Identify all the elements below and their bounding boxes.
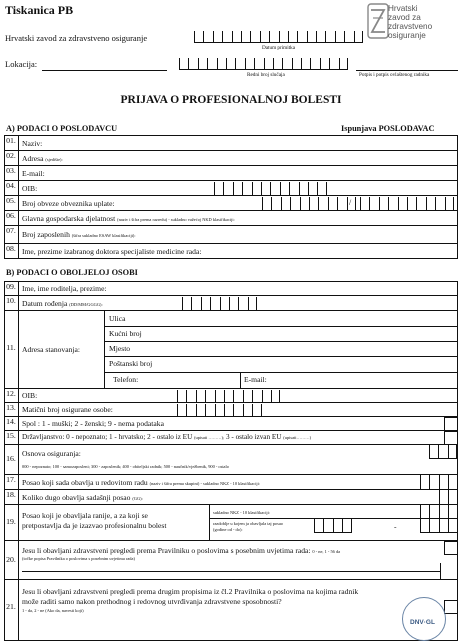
- payment-cells[interactable]: [262, 197, 356, 210]
- date-received-label: Datum primitka: [262, 45, 295, 51]
- form-code: Tiskanica PB: [5, 3, 74, 17]
- page-title: PRIJAVA O PROFESIONALNOJ BOLESTI: [120, 94, 342, 106]
- row-09[interactable]: 09. Ime, ime roditelja, prezime:: [4, 281, 458, 295]
- filled-by-label: Ispunjava POSLODAVAC: [341, 124, 435, 133]
- sex-box[interactable]: [444, 417, 458, 431]
- oib-cells-a[interactable]: [214, 182, 327, 195]
- row-20[interactable]: 20. Jesu li obavljani zdravstveni pregledi prema Pravilniku o poslovima s posebnim uvjetima rada: 0 - ne, 1 - 56 da (točke popisa Pravilnika o poslovima s posebnim uvjetima rada): [4, 540, 458, 579]
- row-02[interactable]: 02. Adresa (sjedište):: [4, 150, 458, 165]
- section-b-heading: B) PODACI O OBOLJELOJ OSOBI: [6, 268, 138, 277]
- row-12[interactable]: 12. OIB:: [4, 388, 458, 402]
- row-01[interactable]: 01. Naziv:: [4, 135, 458, 150]
- insurance-basis-cells[interactable]: [429, 445, 457, 459]
- row-07[interactable]: 07. Broj zaposlenih (šifra sukladno ESAW klasifikaciji):: [4, 225, 458, 243]
- row-16[interactable]: 16. Osnova osiguranja: 000 - nepoznato; 100 - samozaposleni; 300 - zaposlenik; 400 - obiteljski radnik; 500 - naučnik/vježbenik, 900 - ostalo: [4, 444, 458, 474]
- signature-label: Potpis i potpis ovlaštenog radnika: [359, 72, 430, 78]
- date-received-cells[interactable]: [194, 31, 363, 43]
- row-08[interactable]: 08. Ime, prezime izabranog doktora specijaliste medicine rada:: [4, 243, 458, 259]
- years-to-cells[interactable]: [420, 519, 458, 533]
- logo-text: Hrvatski zavod za zdravstveno osiguranje: [388, 4, 433, 40]
- row-21[interactable]: 21. Jesu li obavljani zdravstveni pregledi prema drugim propisima iz čl.2 Pravilnika o poslovima na kojima radnik može raditi samo nakon prethodnog i redovnog utvrđivanja zdravstvene sposobnosti? 1 - da, 2 - ne (Ako da, navesti koji): [4, 579, 458, 641]
- row-03[interactable]: 03. E-mail:: [4, 165, 458, 180]
- payment-cells-b[interactable]: [360, 197, 454, 210]
- exam-answer-box[interactable]: [444, 541, 458, 555]
- row-11[interactable]: 11. Adresa stanovanja: Ulica Kućni broj Mjesto Poštanski broj Telefon: E-mail:: [4, 310, 458, 388]
- email-field[interactable]: E-mail:: [244, 375, 267, 384]
- row-14[interactable]: 14. Spol : 1 - muški; 2 - ženski; 9 - nema podataka: [4, 416, 458, 430]
- birth-date-cells[interactable]: [182, 297, 257, 310]
- certification-stamp-text: DNV·GL: [410, 619, 435, 626]
- row-15[interactable]: 15. Državljanstvo: 0 - nepoznato; 1 - hrvatsko; 2 - ostalo iz EU (upisati ………); 3 - ostalo izvan EU (upisati………): [4, 430, 458, 444]
- row-13[interactable]: 13. Matični broj osigurane osobe:: [4, 402, 458, 416]
- insured-number-cells[interactable]: [177, 404, 262, 416]
- oib-cells-b[interactable]: [177, 390, 280, 402]
- row-04[interactable]: 04. OIB:: [4, 180, 458, 195]
- phone-field[interactable]: Telefon:: [113, 375, 139, 384]
- section-a-heading: A) PODACI O POSLODAVCU: [6, 124, 118, 133]
- other-exam-box[interactable]: [444, 600, 458, 614]
- row-18[interactable]: 18. Koliko dugo obavlja sadašnji posao (GG):: [4, 489, 458, 504]
- citizenship-box[interactable]: [444, 431, 458, 445]
- years-from-cells[interactable]: [314, 519, 352, 533]
- house-number-field[interactable]: Kućni broj: [109, 329, 142, 338]
- row-06[interactable]: 06. Glavna gospodarska djelatnost (naziv i šifra prema razredu) - sukladno važećoj NKD klasifikaciji:: [4, 210, 458, 225]
- payment-slash: /: [349, 198, 352, 207]
- prev-job-code-cells[interactable]: [420, 505, 458, 518]
- institution-name: Hrvatski zavod za zdravstveno osiguranje: [5, 33, 148, 43]
- case-number-label: Redni broj slučaja: [247, 72, 285, 78]
- row-17[interactable]: 17. Posao koji sada obavlja u redovitom radu (naziv i šifra prema skupini) - sukladno NKZ - 10 klasifikaciji:: [4, 474, 458, 489]
- row-10[interactable]: 10. Datum rođenja (DD/MM/GGGG):: [4, 295, 458, 310]
- city-field[interactable]: Mjesto: [109, 344, 131, 353]
- row-05[interactable]: 05. Broj obveze obveznika uplate: /: [4, 195, 458, 210]
- location-label: Lokacija:: [5, 59, 38, 69]
- signature-line[interactable]: [356, 70, 458, 71]
- case-number-cells[interactable]: [179, 58, 348, 70]
- job-code-cells[interactable]: [420, 475, 458, 489]
- postal-code-field[interactable]: Poštanski broj: [109, 359, 153, 368]
- street-field[interactable]: Ulica: [109, 314, 126, 323]
- duration-cells[interactable]: [439, 490, 458, 504]
- row-19[interactable]: 19. Posao koji je obavljala ranije, a za koji se pretpostavlja da je izazvao profesionalnu bolest sukladno NKZ - 10 klasifikaciji: razdoblje u kojem ja obavljala taj posao (godine od - do): -: [4, 504, 458, 540]
- location-line[interactable]: [42, 70, 167, 71]
